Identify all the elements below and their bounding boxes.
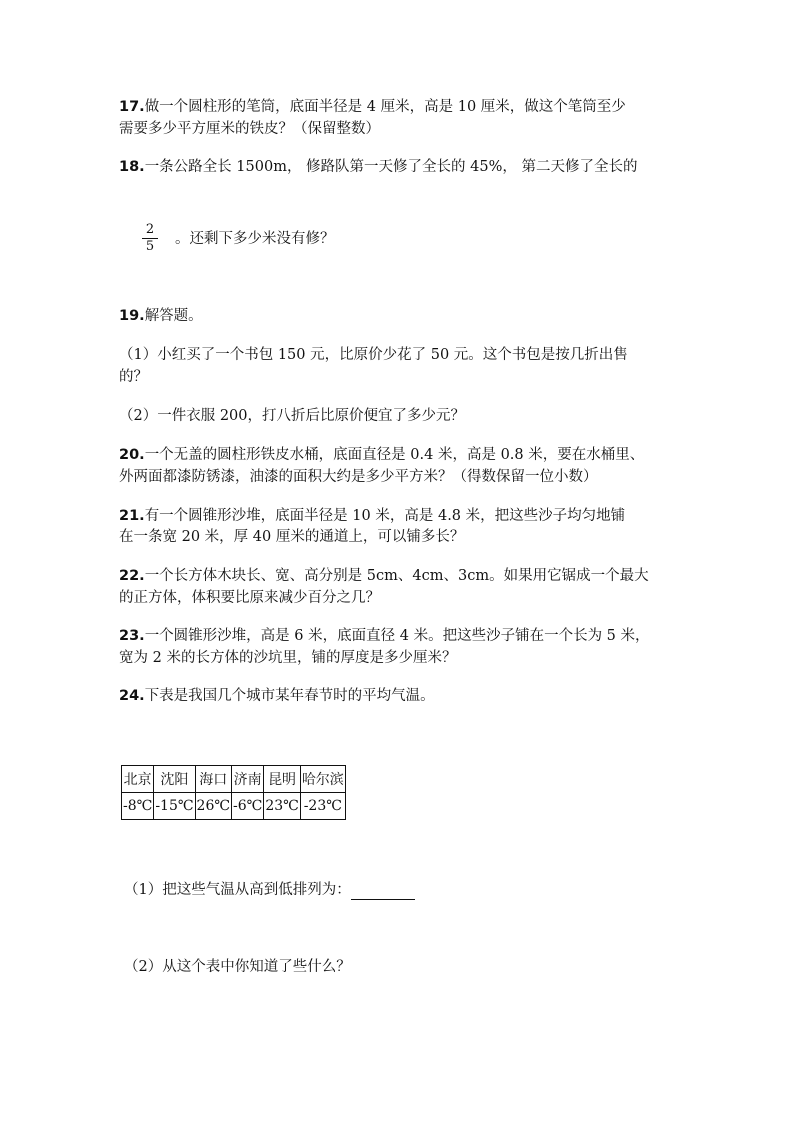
q20-text-1: 一个无盖的圆柱形铁皮水桶，底面直径是 0.4 米，高是 0.8 米，要在水桶里、: [144, 447, 645, 463]
q19-title-line: [119, 306, 203, 326]
answer-blank[interactable]: [351, 885, 415, 900]
q24-title: 下表是我国几个城市某年春节时的平均气温。: [144, 688, 435, 704]
q21-line-1: [119, 506, 625, 526]
q23-line-1: [119, 626, 650, 646]
q24-number: 24.: [119, 688, 145, 704]
q23-number: 23.: [119, 628, 145, 644]
q24-title-line: [119, 686, 435, 706]
q23-text-1: 一个圆锥形沙堆，高是 6 米，底面直径 4 米。把这些沙子铺在一个长为 5 米，: [144, 628, 650, 644]
q18-text-1: 一条公路全长 1500m， 修路队第一天修了全长的 45%， 第二天修了全长的: [144, 159, 638, 175]
q18-fraction: [142, 223, 158, 254]
table-cell: -23℃: [300, 793, 345, 820]
table-cell: 昆明: [264, 766, 300, 793]
q20-line-2: 外两面都漆防锈漆，油漆的面积大约是多少平方米？（得数保留一位小数）: [119, 469, 598, 485]
q21-number: 21.: [119, 508, 145, 524]
q17-line-2: 需要多少平方厘米的铁皮？（保留整数）: [119, 121, 380, 137]
q17-text-1: 做一个圆柱形的笔筒，底面半径是 4 厘米，高是 10 厘米，做这个笔筒至少: [144, 99, 626, 115]
q24-sub1-text: （1）把这些气温从高到低排列为：: [124, 882, 351, 898]
q19-title: 解答题。: [144, 308, 203, 324]
table-cell: 北京: [122, 766, 154, 793]
table-cell: -6℃: [232, 793, 264, 820]
q19-part1-line-2: 的？: [119, 369, 148, 385]
table-cell: 济南: [232, 766, 264, 793]
q23-line-2: 宽为 2 米的长方体的沙坑里，铺的厚度是多少厘米？: [119, 650, 457, 666]
table-cell: -15℃: [154, 793, 195, 820]
table-row-cities: [122, 766, 346, 793]
q18-number: 18.: [119, 159, 145, 175]
q19-part1-line-1: （1）小红买了一个书包 150 元，比原价少花了 50 元。这个书包是按几折出售: [119, 347, 628, 363]
q17-line-1: [119, 97, 626, 117]
temperature-table: [121, 765, 346, 820]
q24-sub1: [124, 880, 415, 900]
q18-line-2: 。还剩下多少米没有修？: [175, 231, 335, 247]
q22-text-1: 一个长方体木块长、宽、高分别是 5cm、4cm、3cm。如果用它锯成一个最大: [144, 568, 649, 584]
fraction-numerator: 2: [145, 222, 155, 237]
table-cell: 海口: [195, 766, 231, 793]
q20-line-1: [119, 445, 644, 465]
q21-text-1: 有一个圆锥形沙堆，底面半径是 10 米，高是 4.8 米，把这些沙子均匀地铺: [144, 508, 626, 524]
table-cell: 26℃: [195, 793, 231, 820]
table-cell: 沈阳: [154, 766, 195, 793]
q18-line-1: [119, 157, 638, 177]
table-cell: 23℃: [264, 793, 300, 820]
q21-line-2: 在一条宽 20 米，厚 40 厘米的通道上，可以铺多长？: [119, 529, 465, 545]
q20-number: 20.: [119, 447, 145, 463]
q22-line-2: 的正方体，体积要比原来减少百分之几？: [119, 590, 380, 606]
q24-sub2: （2）从这个表中你知道了些什么？: [124, 959, 351, 975]
q19-part2: （2）一件衣服 200，打八折后比原价便宜了多少元？: [119, 408, 466, 424]
fraction-denominator: 5: [145, 239, 155, 254]
q22-number: 22.: [119, 568, 145, 584]
table-row-temps: [122, 793, 346, 820]
q22-line-1: [119, 566, 649, 586]
q19-number: 19.: [119, 308, 145, 324]
table-cell: 哈尔滨: [300, 766, 345, 793]
table-cell: -8℃: [122, 793, 154, 820]
q17-number: 17.: [119, 99, 145, 115]
